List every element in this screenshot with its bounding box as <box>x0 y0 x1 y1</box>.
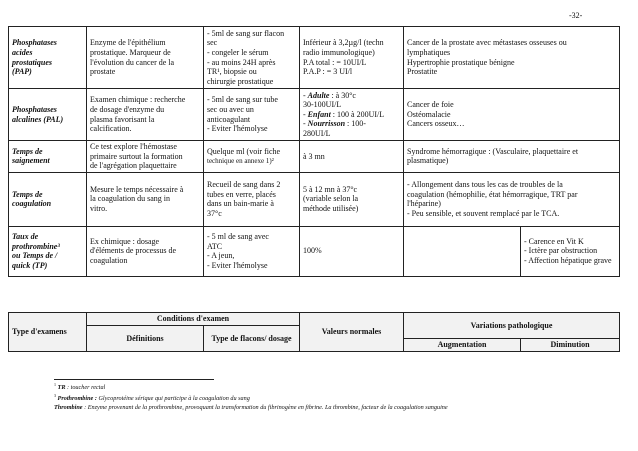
normal-value-extra: 280UI/L <box>303 128 331 138</box>
table-row <box>9 27 620 89</box>
normal-value-line: P.A.P : = 3 UI/l <box>303 67 353 77</box>
normal-value-label: Nourrisson <box>307 119 346 129</box>
exam-name-line: prostatiques <box>12 57 53 67</box>
definition-line: Ex chimique : dosage <box>90 236 160 246</box>
definition-line: prostatique. Marqueur de <box>90 47 171 57</box>
definition-line: primaire surtout la formation <box>90 151 183 161</box>
table-row <box>9 172 620 226</box>
header-type-flacons: Type de flacons/ dosage <box>204 326 300 352</box>
header-variations: Variations pathologique <box>404 313 620 339</box>
sample-line: TR¹, biopsie ou <box>207 67 257 77</box>
definition-line: de l'agrégation plaquettaire <box>90 161 177 171</box>
variation-line: l'héparine) <box>407 199 441 209</box>
definition-line: calcification. <box>90 124 132 134</box>
normal-value-text: : à 30°c <box>329 90 356 100</box>
normal-value-line: P.A total : = 10UI/L <box>303 57 367 67</box>
header-row <box>9 313 620 326</box>
definition-line: d'éléments de processus de <box>90 246 177 256</box>
normal-value-line: 100% <box>303 246 322 256</box>
sample-line: anticoagulant <box>207 114 251 124</box>
exam-name-line: alcalines (PAL) <box>12 114 64 124</box>
exam-name-cell <box>9 27 87 89</box>
sample-line: dans un bain-marie à <box>207 199 274 209</box>
exam-name-cell <box>9 141 87 173</box>
header-conditions: Conditions d'examen <box>87 313 300 326</box>
variations-cell <box>404 89 620 141</box>
sample-line: sec ou avec un <box>207 104 254 114</box>
footnote-term: TR <box>57 384 66 392</box>
exam-name-cell <box>9 172 87 226</box>
footnote-term: Thrombine <box>54 404 83 412</box>
normal-value-extra: 30-100UI/L <box>303 100 342 110</box>
footnotes <box>54 382 614 413</box>
sample-line: - Eviter l'hémolyse <box>207 124 268 134</box>
exam-name-line: (PAP) <box>12 67 32 77</box>
definition-line: l'évolution du cancer de la <box>90 57 175 67</box>
normal-value-line: radio immunologique) <box>303 47 375 57</box>
normal-value-line: à 3 mn <box>303 151 325 161</box>
page-number: -32- <box>569 11 583 20</box>
definition-line: plasma favorisant la <box>90 114 155 124</box>
exam-name-line: saignement <box>12 156 50 166</box>
sample-line: Recueil de sang dans 2 <box>207 180 281 190</box>
exam-name-line: Temps de <box>12 189 43 199</box>
sample-line: technique en annexe 1)² <box>207 156 274 165</box>
sample-line: ATC <box>207 241 223 251</box>
footnote-term: Prothrombine : <box>57 395 97 403</box>
diminution-line: - Ictère par obstruction <box>524 246 598 256</box>
normal-value-child: - Enfant : 100 à 200UI/L <box>303 109 385 119</box>
diminution-cell <box>521 226 620 276</box>
variation-line: - Peu sensible, et souvent remplacé par le TCA. <box>407 208 560 218</box>
variation-line: Cancer de la prostate avec métastases osseuses ou <box>407 38 567 48</box>
normal-value-text: : 100 à 200UI/L <box>330 109 385 119</box>
footnote-text: : toucher rectal <box>65 384 106 392</box>
header-valeurs-normales: Valeurs normales <box>300 313 404 352</box>
sample-line: - au moins 24H après <box>207 57 276 67</box>
definition-line: Ce test explore l'hémostase <box>90 142 177 151</box>
definition-cell <box>87 27 204 89</box>
variation-line: Cancer de foie <box>407 100 454 110</box>
normal-value-infant: - Nourrisson : 100- <box>303 119 366 129</box>
normal-values-cell <box>300 27 404 89</box>
sample-line: - 5ml de sang sur flacon <box>207 28 285 38</box>
sample-line: - Eviter l'hémolyse <box>207 260 268 270</box>
normal-value-line: méthode utilisée) <box>303 204 359 214</box>
variation-line: Cancers osseux… <box>407 119 465 129</box>
definition-line: la coagulation du sang in <box>90 194 170 204</box>
definition-cell <box>87 89 204 141</box>
definition-line: vitro. <box>90 204 108 214</box>
definition-line: Mesure le temps nécessaire à <box>90 184 184 194</box>
exam-name-line: coagulation <box>12 199 52 209</box>
variation-line: Hypertrophie prostatique bénigne <box>407 57 515 67</box>
definition-cell <box>87 172 204 226</box>
exam-name-line: Temps de <box>12 146 43 156</box>
normal-value-label: Enfant <box>307 109 331 119</box>
sample-cell <box>204 27 300 89</box>
table-row <box>9 89 620 141</box>
exam-name-line: acides <box>12 47 33 57</box>
sample-cell <box>204 89 300 141</box>
normal-values-cell <box>300 226 404 276</box>
definition-line: Examen chimique : recherche <box>90 95 186 105</box>
sample-cell <box>204 172 300 226</box>
exam-table <box>8 26 620 277</box>
normal-values-cell <box>300 141 404 173</box>
header-type-examens: Type d'examens <box>9 313 87 352</box>
sample-line: Quelque ml (voir fiche <box>207 147 281 157</box>
variation-line: Prostatite <box>407 67 438 77</box>
exam-name-line: Phosphatases <box>12 38 57 48</box>
header-definitions: Définitions <box>87 326 204 352</box>
sample-line: 37°c <box>207 208 222 218</box>
normal-value-line: (variable selon la <box>303 194 359 204</box>
table-row <box>9 226 620 276</box>
variation-line: Syndrome hémorragique : (Vasculaire, plaquettaire et <box>407 146 579 156</box>
header-diminution: Diminution <box>521 339 620 352</box>
normal-value-label: Adulte <box>307 90 330 100</box>
sample-line: - 5 ml de sang avec <box>207 232 269 242</box>
footnote-item <box>54 382 614 393</box>
diminution-line: - Carence en Vit K <box>524 236 584 246</box>
sample-line: tubes en verre, placés <box>207 189 276 199</box>
diminution-line: - Affection hépatique grave <box>524 256 612 266</box>
table-row <box>9 141 620 173</box>
exam-name-line: ou Temps de / <box>12 251 58 261</box>
exam-name-cell <box>9 226 87 276</box>
variation-line: - Allongement dans tous les cas de troubles de la <box>407 180 563 190</box>
sample-line: sec <box>207 38 218 48</box>
sample-cell <box>204 226 300 276</box>
variations-cell <box>404 27 620 89</box>
sample-cell <box>204 141 300 173</box>
normal-values-cell <box>300 172 404 226</box>
definition-line: Enzyme de l'épithélium <box>90 38 166 48</box>
definition-cell <box>87 226 204 276</box>
normal-values-cell <box>300 89 404 141</box>
exam-name-line: Taux de <box>12 232 39 242</box>
footnote-text: : Enzyme provenant de la prothrombine, provoquant la transformation du fibrinogène en fibrine. La thrombine, facteur de la coagulation sanguine <box>82 404 448 412</box>
variation-line: coagulation (hémophilie, état hémorragique, TRT par <box>407 189 578 199</box>
exam-name-line: Phosphatases <box>12 104 57 114</box>
variations-cell <box>404 141 620 173</box>
exam-name-cell <box>9 89 87 141</box>
variation-line: plasmatique) <box>407 156 449 166</box>
normal-value-line: 5 à 12 mn à 37°c <box>303 184 358 194</box>
footnote-number: 1 <box>54 382 56 387</box>
footnote-item <box>54 404 614 413</box>
definition-line: coagulation <box>90 256 128 266</box>
definition-line: de dosage d'enzyme du <box>90 104 165 114</box>
augmentation-cell <box>404 226 521 276</box>
variations-cell <box>404 172 620 226</box>
sample-line: - congeler le sérum <box>207 47 269 57</box>
footnote-number: 3 <box>54 393 56 399</box>
sample-line: - A jeun, <box>207 251 235 261</box>
footnote-item <box>54 393 614 404</box>
variation-line: lymphatiques <box>407 47 451 57</box>
exam-name-line: prothrombine³ <box>12 241 60 251</box>
exam-name-line: quick (TP) <box>12 260 48 270</box>
normal-value-line: Inférieur à 3,2µg/l (techn <box>303 38 384 48</box>
variation-line: Ostéomalacie <box>407 109 451 119</box>
footnote-text: Glycoprotéine sérique qui participe à la coagulation du sang <box>96 395 250 403</box>
normal-value-adult: - Adulte : à 30°c <box>303 90 356 100</box>
header-augmentation: Augmentation <box>404 339 521 352</box>
definition-line: prostate <box>90 67 116 77</box>
normal-value-text: : 100- <box>345 119 366 129</box>
exam-table-header <box>8 312 620 352</box>
footnote-divider <box>54 379 214 380</box>
definition-cell <box>87 141 204 173</box>
sample-line: - 5ml de sang sur tube <box>207 95 278 105</box>
sample-line: chirurgie prostatique <box>207 76 274 86</box>
